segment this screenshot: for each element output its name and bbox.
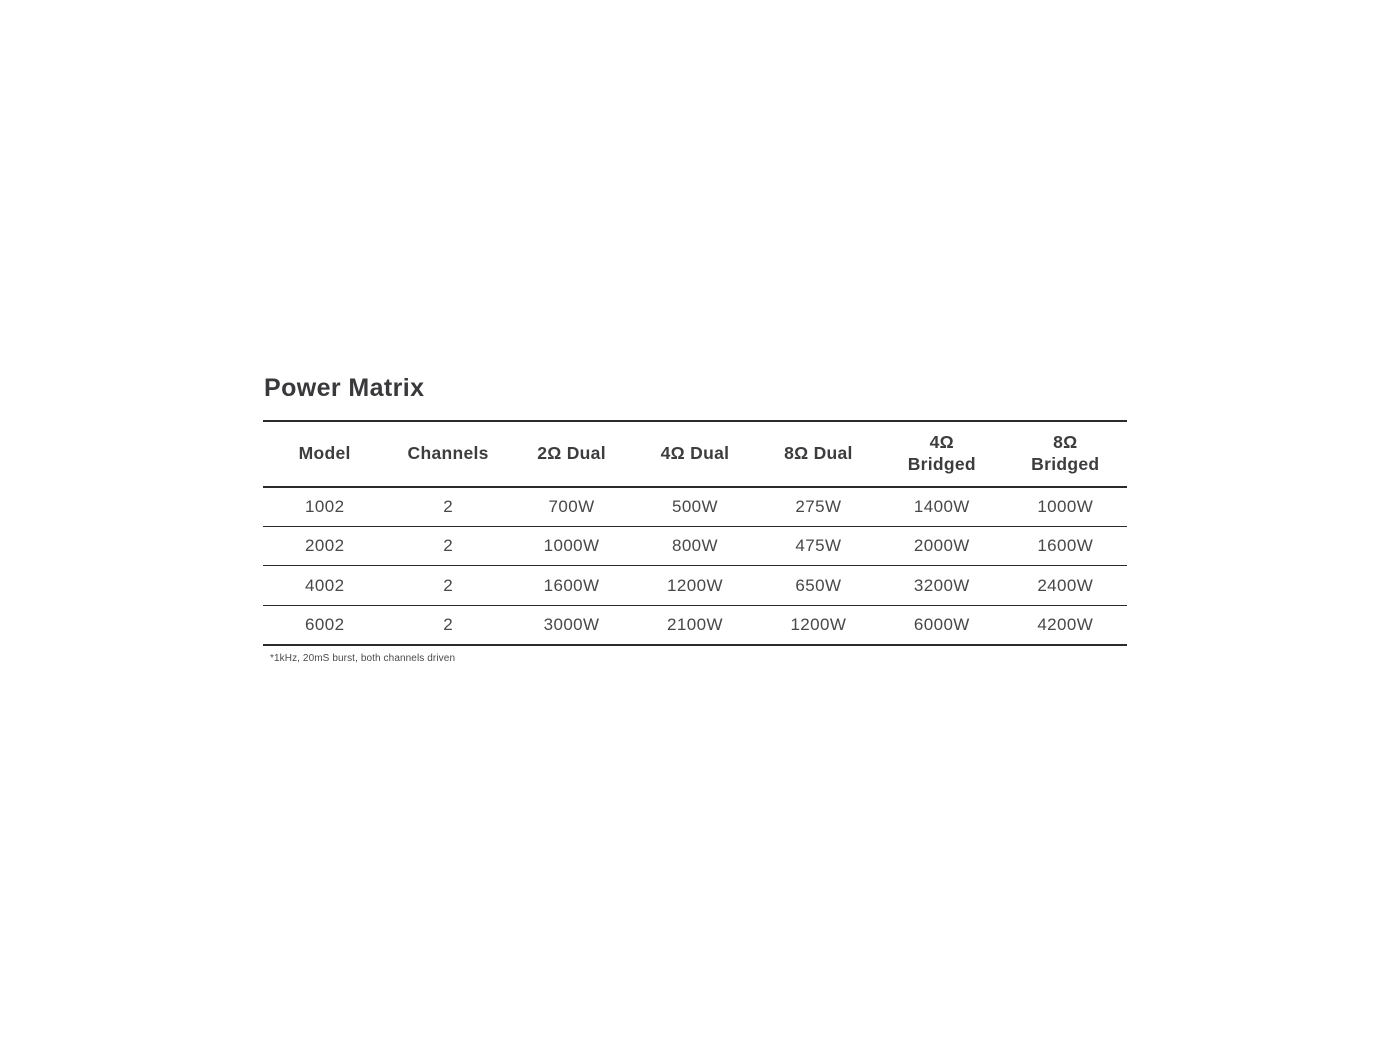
table-row-6002	[263, 605, 1127, 645]
column-header-channels	[386, 421, 509, 487]
cell-8ohm-dual: 1200W	[757, 605, 880, 645]
column-header-label: 4Ω Dual	[660, 442, 730, 463]
cell-channels: 2	[443, 496, 454, 516]
cell-8ohm-dual: 475W	[757, 526, 880, 566]
cell-2ohm-dual: 1600W	[510, 566, 633, 606]
cell-channels: 2	[386, 566, 509, 606]
cell-8ohm-dual: 275W	[795, 496, 842, 516]
column-header-8ohm-dual	[757, 421, 880, 487]
table-body	[263, 487, 1127, 645]
column-header-label: 2Ω Dual	[537, 442, 606, 463]
cell-model: 2002	[263, 526, 386, 566]
table-row-4002	[263, 566, 1127, 606]
cell-4ohm-dual: 500W	[671, 496, 718, 516]
cell-2ohm-dual: 700W	[548, 496, 595, 516]
cell-2ohm-dual: 3000W	[510, 605, 633, 645]
column-header-label: Channels	[407, 442, 489, 463]
column-header-8ohm-bridged	[1004, 421, 1127, 487]
cell-4ohm-dual: 1200W	[633, 566, 756, 606]
cell-model: 4002	[263, 566, 386, 606]
cell-model: 1002	[305, 496, 345, 516]
footnote: *1kHz, 20mS burst, both channels driven	[270, 652, 456, 664]
cell-channels: 2	[386, 605, 509, 645]
column-header-4ohm-bridged	[880, 421, 1003, 487]
table-header-row	[263, 421, 1127, 487]
cell-4ohm-bridged: 1400W	[913, 496, 970, 516]
cell-4ohm-bridged: 2000W	[880, 526, 1003, 566]
table-row-2002	[263, 526, 1127, 566]
table-row-1002	[263, 487, 1127, 527]
column-header-2ohm-dual	[510, 421, 633, 487]
cell-8ohm-bridged: 1000W	[1037, 496, 1094, 516]
cell-8ohm-bridged: 4200W	[1004, 605, 1127, 645]
cell-4ohm-dual: 2100W	[633, 605, 756, 645]
cell-4ohm-dual: 800W	[633, 526, 756, 566]
cell-2ohm-dual: 1000W	[510, 526, 633, 566]
column-header-label: 8Ω Dual	[784, 442, 853, 463]
column-header-model	[263, 421, 386, 487]
cell-model: 6002	[263, 605, 386, 645]
cell-4ohm-bridged: 3200W	[880, 566, 1003, 606]
column-header-4ohm-dual	[633, 421, 756, 487]
cell-4ohm-bridged: 6000W	[880, 605, 1003, 645]
column-header-label: 8Ω Bridged	[1031, 431, 1100, 474]
power-matrix-table	[263, 420, 1127, 646]
cell-8ohm-dual: 650W	[757, 566, 880, 606]
cell-8ohm-bridged: 1600W	[1004, 526, 1127, 566]
cell-8ohm-bridged: 2400W	[1004, 566, 1127, 606]
power-matrix-section	[263, 374, 1127, 664]
table-header	[263, 421, 1127, 487]
column-header-label: 4Ω Bridged	[907, 431, 976, 474]
cell-channels: 2	[386, 526, 509, 566]
section-title: Power Matrix	[264, 374, 425, 402]
column-header-label: Model	[298, 442, 351, 463]
